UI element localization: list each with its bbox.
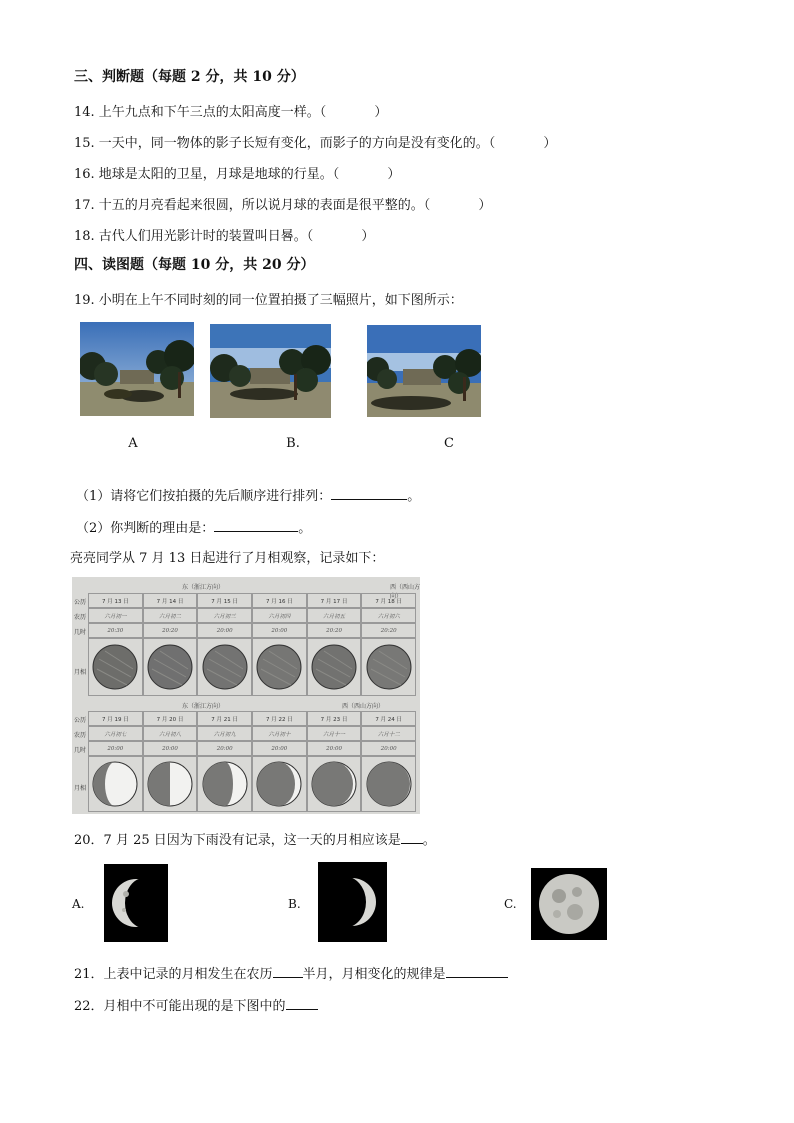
table-cell: 7 月 23 日 bbox=[307, 711, 362, 726]
option-b-label: B. bbox=[288, 897, 301, 911]
table-cell: 7 月 15 日 bbox=[197, 593, 252, 608]
row-label-time-2: 几时 bbox=[74, 747, 87, 754]
row-label-phase: 月相 bbox=[74, 669, 87, 676]
row-label-time: 几时 bbox=[74, 629, 87, 636]
moon-phase-drawing bbox=[365, 643, 413, 691]
question-17: 17. 十五的月亮看起来很圆，所以说月球的表面是很平整的。（ ） bbox=[74, 198, 492, 213]
table-cell: 20:00 bbox=[361, 741, 416, 756]
answer-blank[interactable] bbox=[214, 519, 298, 532]
table-cell: 20:00 bbox=[88, 741, 143, 756]
table-cell: 六月初十 bbox=[252, 726, 307, 741]
table-cell: 7 月 19 日 bbox=[88, 711, 143, 726]
question-19: 19. 小明在上午不同时刻的同一位置拍摄了三幅照片，如下图所示： bbox=[74, 293, 463, 308]
table-cell: 7 月 22 日 bbox=[252, 711, 307, 726]
table-cell: 7 月 13 日 bbox=[88, 593, 143, 608]
photo-b bbox=[210, 324, 331, 418]
photo-label-a: A bbox=[128, 436, 138, 451]
direction-west-1: 西（西山方向） bbox=[390, 584, 421, 600]
question-21: 21．上表中记录的月相发生在农历 半月，月相变化的规律是 bbox=[74, 963, 508, 982]
question-22: 22．月相中不可能出现的是下图中的 bbox=[74, 995, 318, 1014]
table-cell: 六月初二 bbox=[143, 608, 198, 623]
table-cell: 20:00 bbox=[197, 623, 252, 638]
table-cell: 20:00 bbox=[143, 741, 198, 756]
question-19-part1: （1）请将它们按拍摄的先后顺序进行排列： 。 bbox=[76, 489, 421, 504]
moon-phase-drawing bbox=[201, 760, 249, 808]
table-cell: 7 月 16 日 bbox=[252, 593, 307, 608]
table-cell: 7 月 17 日 bbox=[307, 593, 362, 608]
direction-east-2: 东（浙江方向） bbox=[182, 703, 225, 710]
moon-phase-drawing bbox=[146, 643, 194, 691]
table-cell: 20:00 bbox=[252, 741, 307, 756]
direction-west-2: 西（西山方向） bbox=[342, 703, 385, 710]
option-c-moon-image[interactable] bbox=[531, 868, 607, 940]
row-label-lunar: 农历 bbox=[74, 614, 87, 621]
question-18: 18. 古代人们用光影计时的装置叫日晷。（ ） bbox=[74, 229, 375, 244]
table-cell: 20:20 bbox=[307, 623, 362, 638]
option-a-moon-image[interactable] bbox=[104, 864, 168, 942]
table-cell: 六月初三 bbox=[197, 608, 252, 623]
table-cell: 六月初八 bbox=[143, 726, 198, 741]
moon-phase-drawing bbox=[255, 643, 303, 691]
answer-blank[interactable] bbox=[401, 831, 423, 844]
photo-label-c: C bbox=[444, 436, 454, 451]
full-moon-icon bbox=[531, 868, 607, 940]
moon-phase-drawing bbox=[201, 643, 249, 691]
table-cell: 7 月 20 日 bbox=[143, 711, 198, 726]
table-cell: 六月初五 bbox=[307, 608, 362, 623]
moon-observation-table bbox=[72, 577, 420, 814]
row-label-phase-2: 月相 bbox=[74, 785, 87, 792]
table-cell: 7 月 21 日 bbox=[197, 711, 252, 726]
photo-c bbox=[367, 325, 481, 417]
moon-phase-drawing bbox=[91, 760, 139, 808]
crescent-moon-icon bbox=[318, 862, 387, 942]
table-cell: 20:00 bbox=[307, 741, 362, 756]
question-15: 15. 一天中，同一物体的影子长短有变化，而影子的方向是没有变化的。（ ） bbox=[74, 136, 557, 151]
photo-a bbox=[80, 322, 194, 416]
table-cell: 六月初四 bbox=[252, 608, 307, 623]
moon-phase-drawing bbox=[146, 760, 194, 808]
direction-east-1: 东（浙江方向） bbox=[182, 584, 225, 591]
row-label-date: 公历 bbox=[74, 599, 87, 606]
option-a-label: A. bbox=[72, 897, 85, 911]
table-cell: 7 月 24 日 bbox=[361, 711, 416, 726]
table-cell: 六月初六 bbox=[361, 608, 416, 623]
answer-blank[interactable] bbox=[446, 965, 508, 978]
question-20: 20．7 月 25 日因为下雨没有记录，这一天的月相应该是 。 bbox=[74, 833, 436, 848]
table-cell: 7 月 18 日 bbox=[361, 593, 416, 608]
waning-crescent-moon-icon bbox=[104, 864, 168, 942]
answer-blank[interactable] bbox=[286, 997, 318, 1010]
option-c-label: C. bbox=[504, 897, 517, 911]
table-cell: 六月十二 bbox=[361, 726, 416, 741]
moon-phase-drawing bbox=[310, 643, 358, 691]
table-cell: 7 月 14 日 bbox=[143, 593, 198, 608]
question-16: 16. 地球是太阳的卫星，月球是地球的行星。（ ） bbox=[74, 167, 401, 182]
section4-heading: 四、读图题（每题 10 分，共 20 分） bbox=[74, 257, 315, 273]
table-cell: 20:20 bbox=[143, 623, 198, 638]
row-label-lunar-2: 农历 bbox=[74, 732, 87, 739]
question-19-part2: （2）你判断的理由是： 。 bbox=[76, 521, 312, 536]
section3-heading: 三、判断题（每题 2 分，共 10 分） bbox=[74, 69, 305, 85]
table-cell: 20:00 bbox=[197, 741, 252, 756]
question-14: 14. 上午九点和下午三点的太阳高度一样。（ ） bbox=[74, 105, 388, 120]
answer-blank[interactable] bbox=[331, 487, 407, 500]
answer-blank[interactable] bbox=[273, 965, 303, 978]
option-b-moon-image[interactable] bbox=[318, 862, 387, 942]
table-cell: 20:30 bbox=[88, 623, 143, 638]
row-label-date-2: 公历 bbox=[74, 717, 87, 724]
moon-phase-drawing bbox=[310, 760, 358, 808]
moon-observation-intro: 亮亮同学从 7 月 13 日起进行了月相观察，记录如下： bbox=[70, 551, 385, 566]
table-cell: 六月初九 bbox=[197, 726, 252, 741]
table-cell: 六月初七 bbox=[88, 726, 143, 741]
table-cell: 20:20 bbox=[361, 623, 416, 638]
table-cell: 六月十一 bbox=[307, 726, 362, 741]
photo-label-b: B. bbox=[286, 436, 300, 451]
moon-phase-drawing bbox=[255, 760, 303, 808]
table-cell: 20:00 bbox=[252, 623, 307, 638]
moon-phase-drawing bbox=[91, 643, 139, 691]
moon-phase-drawing bbox=[365, 760, 413, 808]
table-cell: 六月初一 bbox=[88, 608, 143, 623]
